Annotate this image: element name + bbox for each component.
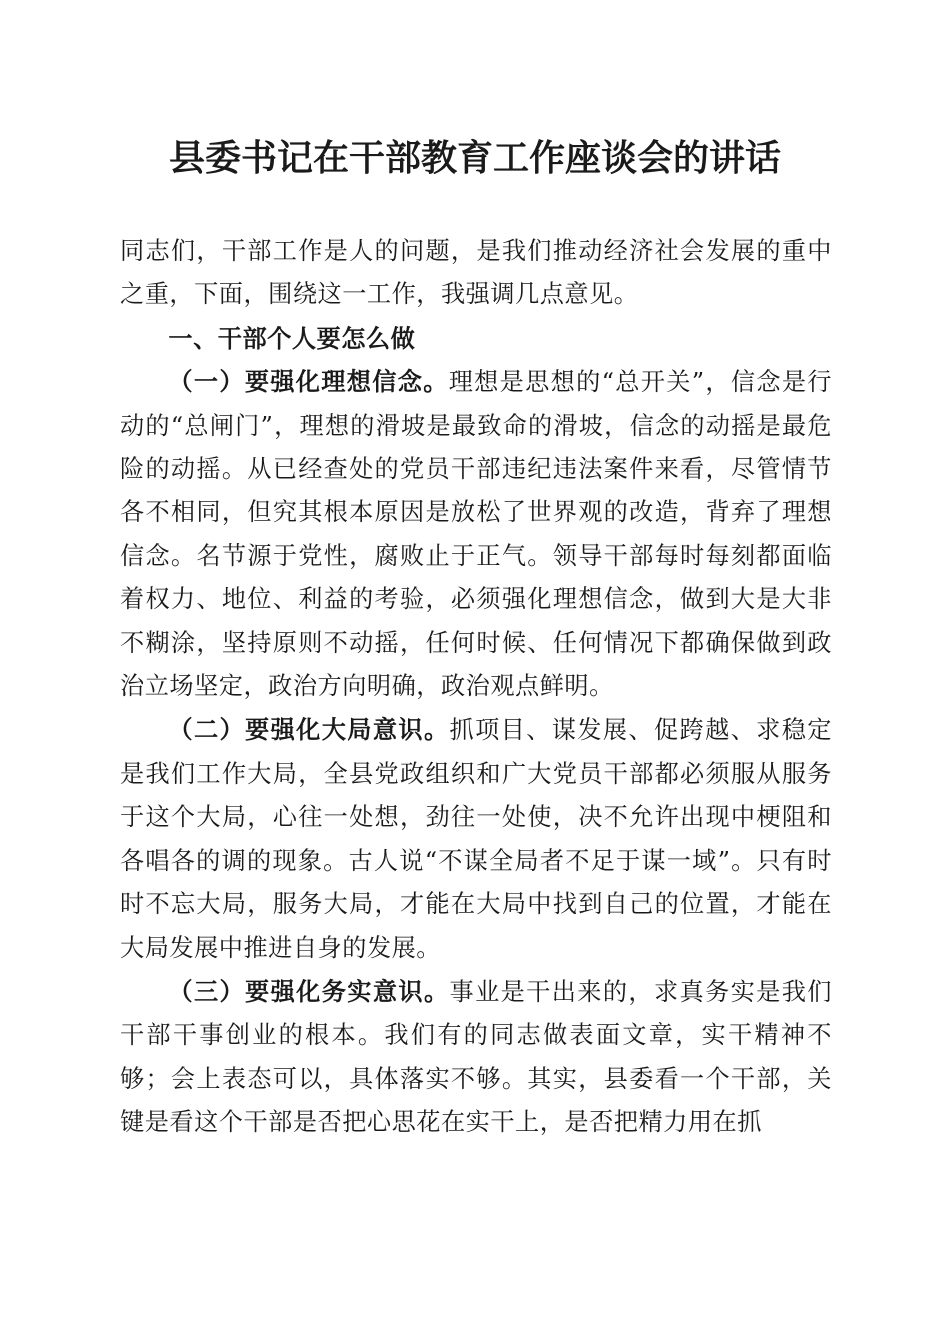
- document-body: [120, 230, 832, 1145]
- document-title: 县委书记在干部教育工作座谈会的讲话: [168, 137, 781, 179]
- paragraph-1: [120, 360, 832, 708]
- section-heading-1: 一、干部个人要怎么做: [168, 323, 416, 353]
- intro-paragraph: 同志们，干部工作是人的问题，是我们推动经济社会发展的重中之重，下面，围绕这一工作，我强调几点意见。: [120, 237, 832, 309]
- paragraph-1-lead: （一）要强化理想信念。: [168, 367, 449, 397]
- paragraph-2-text: 抓项目、谋发展、促跨越、求稳定是我们工作大局，全县党政组织和广大党员干部都必须服从服务于这个大局，心往一处想，劲往一处使，决不允许出现中梗阻和各唱各的调的现象。古人说“不谋全局者不足于谋一域”。只有时时不忘大局，服务大局，才能在大局中找到自己的位置，才能在大局发展中推进自身的发展。: [120, 716, 832, 962]
- paragraph-3-text: 事业是干出来的，求真务实是我们干部干事创业的根本。我们有的同志做表面文章，实干精神不够；会上表态可以，具体落实不够。其实，县委看一个干部，关键是看这个干部是否把心思花在实干上，是否把精力用在抓: [120, 977, 832, 1137]
- paragraph-2: [120, 708, 832, 969]
- paragraph-3: [120, 970, 832, 1145]
- paragraph-3-lead: （三）要强化务实意识。: [168, 976, 450, 1006]
- paragraph-1-text: 理想是思想的“总开关”，信念是行动的“总闸门”，理想的滑坡是最致命的滑坡，信念的动摇是最危险的动摇。从已经查处的党员干部违纪违法案件来看，尽管情节各不相同，但究其根本原因是放松了世界观的改造，背弃了理想信念。名节源于党性，腐败止于正气。领导干部每时每刻都面临着权力、地位、利益的考验，必须强化理想信念，做到大是大非不糊涂，坚持原则不动摇，任何时候、任何情况下都确保做到政治立场坚定，政治方向明确，政治观点鲜明。: [120, 368, 832, 701]
- paragraph-2-lead: （二）要强化大局意识。: [168, 715, 450, 745]
